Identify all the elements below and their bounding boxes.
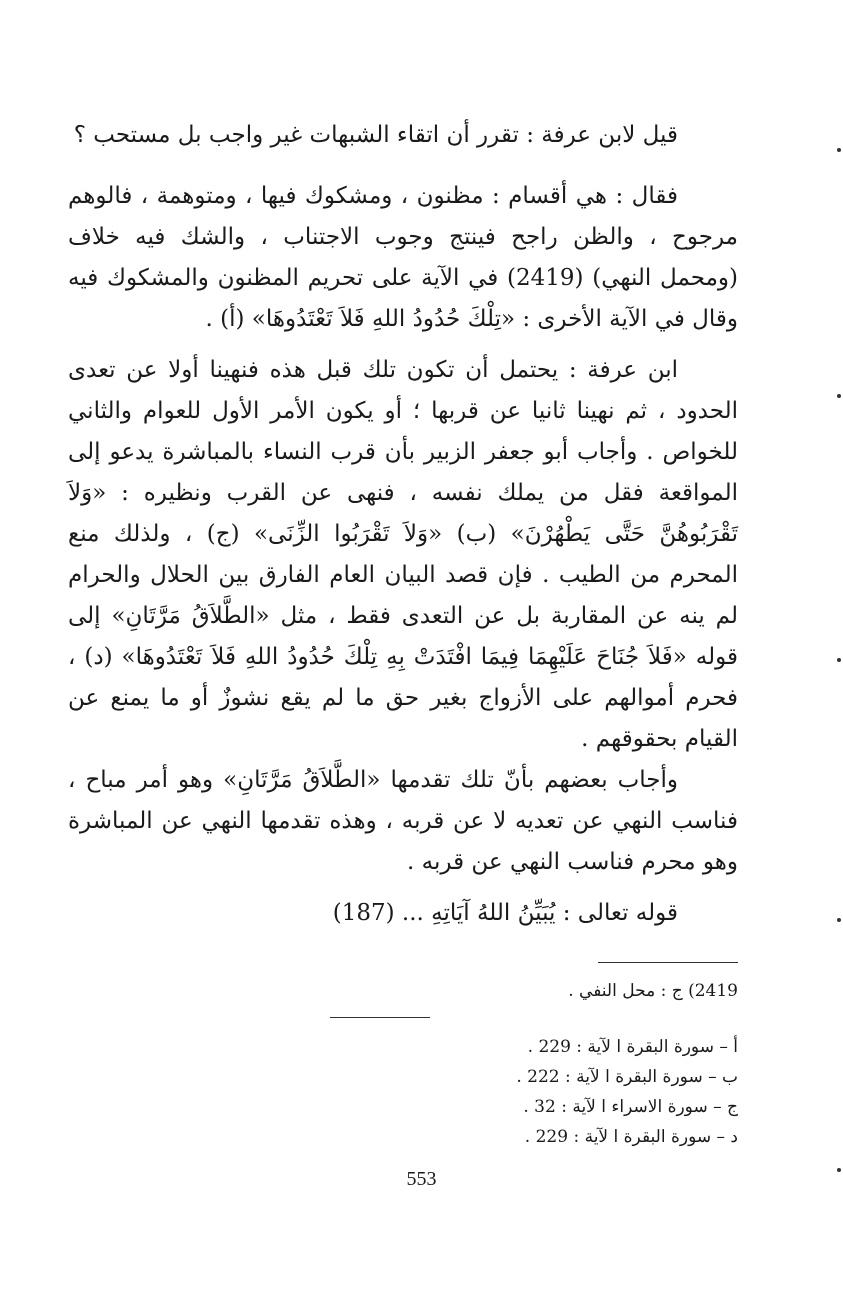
scan-mark xyxy=(837,394,841,398)
paragraph-ibn-arafa: ابن عرفة : يحتمل أن تكون تلك قبل هذه فنهينا أولا عن تعدى الحدود ، ثم نهينا ثانيا عن قربها ؛ أو يكون الأمر الأول للعوام والثاني للخواص . وأجاب أبو جعفر الزبير بأن قرب النساء بالمباشرة يدعو إلى المواقعة فقل من يملك نفسه ، فنهى عن القرب ونظيره : «وَلاَ تَقْرَبُوهُنَّ حَتَّى يَطْهُرْنَ» (ب) «وَلاَ تَقْرَبُوا الزِّنَى» (ج) ، ولذلك منع المحرم من الطيب . فإن قصد البيان العام الفارق بين الحلال والحرام لم ينه عن المقاربة بل عن التعدى فقط ، مثل «الطَّلاَقُ مَرَّتَانِ» إلى قوله «فَلاَ جُنَاحَ عَلَيْهِمَا فِيمَا افْتَدَتْ بِهِ تِلْكَ حُدُودُ اللهِ فَلاَ تَعْتَدُوهَا» (د) ، فحرم أموالهم على الأزواج بغير حق ما لم يقع نشوزٌ أو ما يمنع عن القيام بحقوقهم . xyxy=(68,357,738,752)
references-divider xyxy=(330,1017,430,1018)
paragraph-verse-heading: قوله تعالى : يُبَيِّنُ اللهُ آيَاتِهِ ... (187) xyxy=(332,900,678,926)
paragraph-answer: فقال : هي أقسام : مظنون ، ومشكوك فيها ، ومتوهمة ، فالوهم مرجوح ، والظن راجح فينتج وجوب الاجتناب ، والشك فيه خلاف (ومحمل النهي) (2419) في الآية على تحريم المظنون والمشكوك فيه وقال في الآية الأخرى : «تِلْكَ حُدُودُ اللهِ فَلاَ تَعْتَدُوهَا» (أ) . xyxy=(68,183,738,332)
scan-mark xyxy=(837,658,841,662)
scan-mark xyxy=(837,148,841,152)
reference-item: ب – سورة البقرة ا لآية : 222 . xyxy=(516,1067,738,1087)
paragraph-question: قيل لابن عرفة : تقرر أن اتقاء الشبهات غير واجب بل مستحب ؟ xyxy=(73,122,678,148)
paragraph-other-answer: وأجاب بعضهم بأنّ تلك تقدمها «الطَّلاَقُ مَرَّتَانِ» وهو أمر مباح ، فناسب النهي عن تعديه لا عن قربه ، وهذه تقدمها النهي عن المباشرة وهو محرم فناسب النهي عن قربه . xyxy=(68,767,738,875)
scan-mark xyxy=(837,1168,841,1172)
scan-mark xyxy=(837,918,841,922)
page-number: 553 xyxy=(406,1168,437,1190)
quran-references xyxy=(300,1032,738,1152)
reference-item: ج – سورة الاسراء ا لآية : 32 . xyxy=(523,1097,738,1117)
footnote: 2419) ج : محل النفي . xyxy=(568,981,738,1001)
reference-item: أ – سورة البقرة ا لآية : 229 . xyxy=(527,1037,738,1057)
footnote-divider xyxy=(598,962,738,963)
reference-item: د – سورة البقرة ا لآية : 229 . xyxy=(524,1127,738,1147)
